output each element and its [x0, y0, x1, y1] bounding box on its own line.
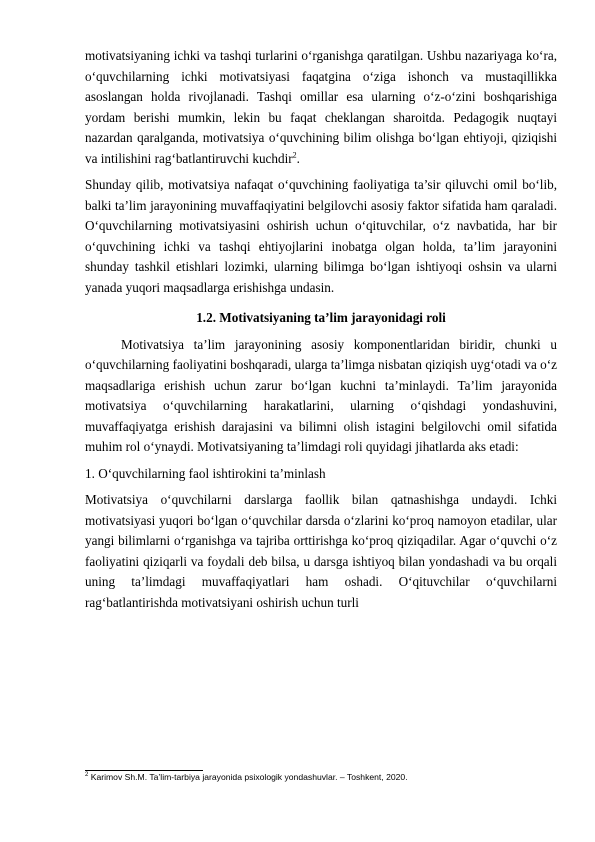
paragraph-motivation-types-text: motivatsiyaning ichki va tashqi turlarini o‘rganishga qaratilgan. Ushbu nazariyaga ko‘ra, o‘quvchilarning ichki motivatsiyasi faqatgina o‘ziga ishonch va mustaqillikka asoslangan holda rivojlanadi. Tashqi omillar esa ularning o‘z-o‘zini boshqarishiga yordam berishi mumkin, lekin bu faqat cheklangan sharoitda. Pedagogik nuqtayi nazardan qaralganda, motivatsiya o‘quvchining bilim olishga bo‘lgan ehtiyoji, qiziqishi va intilishini rag‘batlantiruvchi kuchdir [85, 48, 557, 166]
section-heading: 1.2. Motivatsiyaning ta’lim jarayonidagi roli [196, 310, 446, 325]
paragraph-active-participation: Motivatsiya o‘quvchilarni darslarga faollik bilan qatnashishga undaydi. Ichki motivatsiyasi yuqori bo‘lgan o‘quvchilar darsda o‘zlarini ko‘proq namoyon etadilar, ular yangi bilimlarni o‘rganishga va tajriba orttirishga ko‘proq qiziqadilar. Agar o‘quvchi o‘z faoliyatini qiziqarli va foydali deb bilsa, u darsga ishtiyoq bilan yondashadi va bu orqali uning ta’limdagi muvaffaqiyatlari ham oshadi. O‘qituvchilar o‘quvchilarni rag‘batlantirishda motivatsiyani oshirish uchun turli [85, 492, 557, 610]
footnote [85, 772, 557, 783]
list-item-active-participation: 1. O‘quvchilarning faol ishtirokini ta’minlash [85, 465, 326, 481]
footnote-divider [85, 770, 203, 771]
footnote-text: Karimov Sh.M. Ta’lim-tarbiya jarayonida psixologik yondashuvlar. – Toshkent, 2020. [88, 772, 408, 782]
paragraph-motivation-types-end: . [296, 150, 300, 166]
footnote-reference[interactable]: 2 [292, 150, 297, 160]
footnote-number: 2 [85, 772, 89, 779]
document-page [85, 46, 557, 613]
paragraph-motivation-role: Motivatsiya ta’lim jarayonining asosiy komponentlaridan biridir, chunki u o‘quvchilarning faoliyatini boshqaradi, ularga ta’limga nisbatan qiziqish uyg‘otadi va o‘z maqsadlariga erishish uchun zarur bo‘lgan kuchni ta’minlaydi. Ta’lim jarayonida motivatsiya o‘quvchilarning harakatlarini, ularning o‘qishdagi yondashuvini, muvaffaqiyatga erishish darajasini va bilimni olish istagini belgilovchi omil sifatida muhim rol o‘ynaydi. Motivatsiyaning ta’limdagi roli quyidagi jihatlarda aks etadi: [85, 336, 557, 454]
paragraph-motivation-factor: Shunday qilib, motivatsiya nafaqat o‘quvchining faoliyatiga ta’sir qiluvchi omil bo‘lib, balki ta’lim jarayonining muvaffaqiyatini belgilovchi asosiy faktor sifatida ham qaraladi. O‘quvchilarning motivatsiyasini oshirish uchun o‘qituvchilar, o‘z navbatida, har bir o‘quvchining ichki va tashqi ehtiyojlarini inobatga olgan holda, ta’lim jarayonini shunday tashkil etishlari lozimki, ularning bilimga bo‘lgan ishtiyoqi oshsin va ularni yanada yuqori maqsadlarga erishishga undasin. [85, 177, 557, 295]
paragraph-motivation-types [85, 46, 557, 169]
